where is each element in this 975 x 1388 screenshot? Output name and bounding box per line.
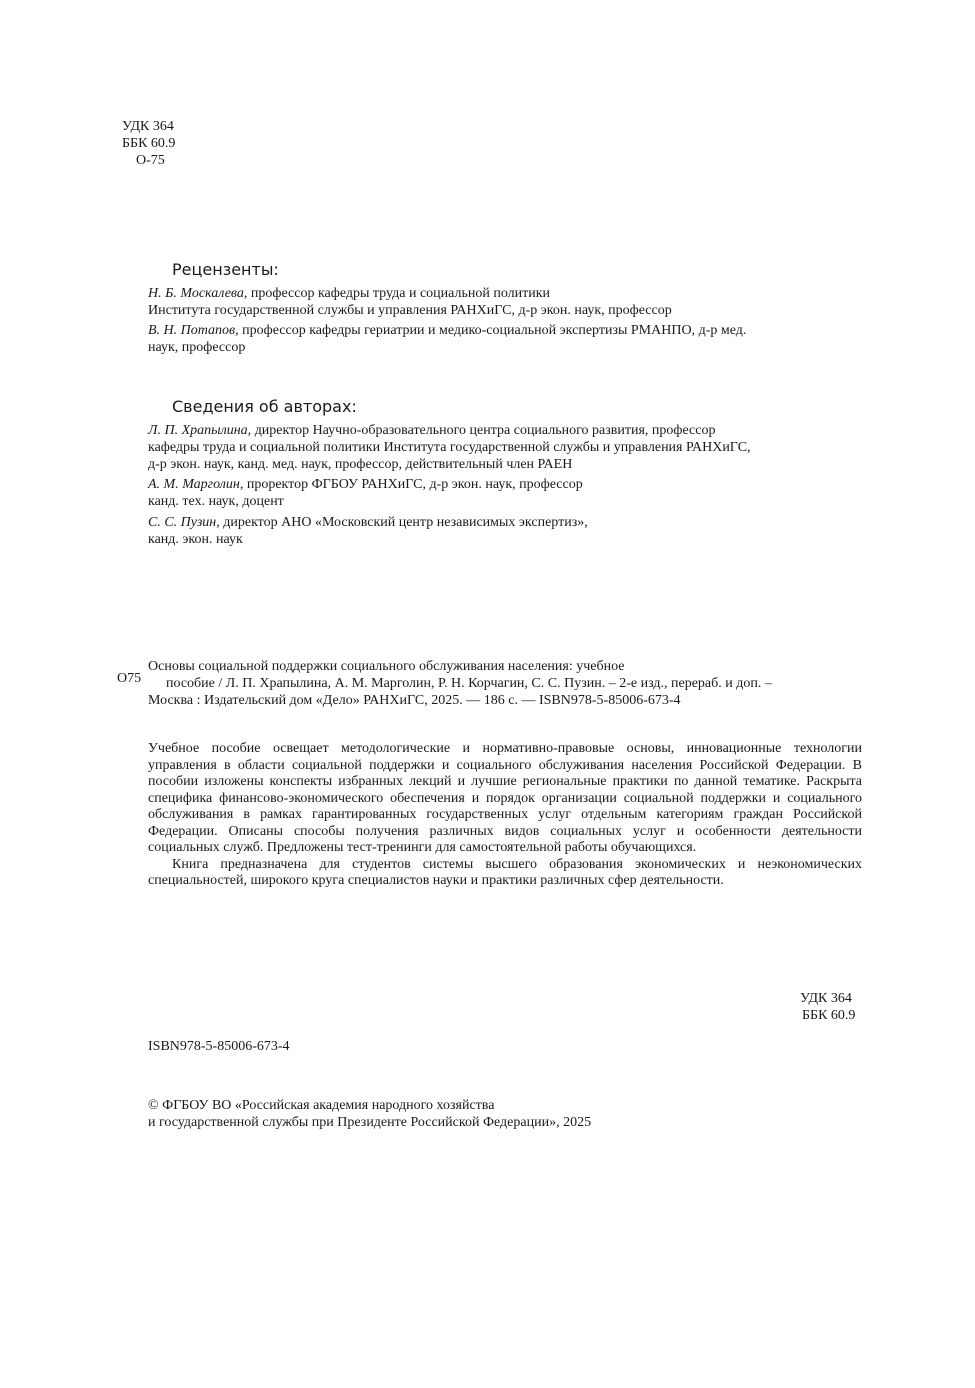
book-authors-edition: пособие / Л. П. Храпылина, А. М. Марголин, Р. Н. Корчагин, С. С. Пузин. – 2-е изд., перераб. и доп. – xyxy=(166,676,772,691)
author-entry xyxy=(148,514,848,548)
author-position: директор Научно-образовательного центра социального развития, профессор xyxy=(251,423,716,438)
book-publication: Москва : Издательский дом «Дело» РАНХиГС, 2025. — 186 с. — ISBN978-5-85006-673-4 xyxy=(148,693,681,708)
abstract-paragraph: Учебное пособие освещает методологические и нормативно-правовые основы, инновационные технологии управления в области социальной поддержки и социального обслуживания населения Российской Федерации. В пособии изложены конспекты избранных лекций и лучшие региональные практики по данной тематике. Раскрыта специфика финансово-экономического обеспечения и порядок организации социальной поддержки и социального обслуживания в рамках гарантированных государственных услуг отдельным категориям граждан Российской Федерации. Описаны способы получения различных видов социальных услуг и особенности деятельности социальных служб. Предложены тест-тренинги для самостоятельной работы обучающихся. xyxy=(148,741,862,855)
copyright-line: и государственной службы при Президенте Российской Федерации», 2025 xyxy=(148,1115,592,1130)
author-position-cont: кафедры труда и социальной политики Института государственной службы и управления РАНХиГС, xyxy=(148,440,751,455)
reviewer-position: профессор кафедры гериатрии и медико-социальной экспертизы РМАНПО, д-р мед. xyxy=(238,323,747,338)
bbk-code: ББК 60.9 xyxy=(802,1008,856,1023)
reviewers-heading: Рецензенты: xyxy=(172,260,279,279)
bbk-code: ББК 60.9 xyxy=(122,136,176,151)
reviewer-position: профессор кафедры труда и социальной политики xyxy=(247,286,551,301)
reviewer-entry xyxy=(148,322,848,356)
authors-heading: Сведения об авторах: xyxy=(172,397,357,416)
reviewer-name: В. Н. Потапов, xyxy=(148,323,239,338)
author-name: С. С. Пузин, xyxy=(148,515,220,530)
author-entry xyxy=(148,422,848,473)
udk-code: УДК 364 xyxy=(800,991,852,1006)
reviewer-entry xyxy=(148,285,848,319)
udk-code: УДК 364 xyxy=(122,119,174,134)
isbn: ISBN978-5-85006-673-4 xyxy=(148,1039,290,1054)
author-sign: О-75 xyxy=(136,153,165,168)
author-position: проректор ФГБОУ РАНХиГС, д-р экон. наук, профессор xyxy=(243,477,583,492)
book-title: Основы социальной поддержки социального обслуживания населения: учебное xyxy=(148,659,625,674)
classification-block-top xyxy=(122,118,175,169)
copyright-line: © ФГБОУ ВО «Российская академия народного хозяйства xyxy=(148,1098,495,1113)
reviewer-name: Н. Б. Москалева, xyxy=(148,286,248,301)
author-degrees: канд. экон. наук xyxy=(148,532,243,547)
reviewer-position-cont: наук, профессор xyxy=(148,340,246,355)
bibliographic-record xyxy=(148,658,862,709)
bibliographic-code: О75 xyxy=(117,671,142,686)
author-entry xyxy=(148,476,848,510)
copyright-notice xyxy=(148,1097,591,1131)
reviewer-position-cont: Института государственной службы и управления РАНХиГС, д-р экон. наук, профессор xyxy=(148,303,672,318)
author-degrees: д-р экон. наук, канд. мед. наук, профессор, действительный член РАЕН xyxy=(148,457,573,472)
abstract xyxy=(148,741,862,890)
author-name: Л. П. Храпылина, xyxy=(148,423,252,438)
classification-block-bottom xyxy=(800,990,855,1024)
author-degrees: канд. тех. наук, доцент xyxy=(148,494,284,509)
author-name: А. М. Марголин, xyxy=(148,477,244,492)
audience-paragraph: Книга предназначена для студентов системы высшего образования экономических и неэкономических специальностей, широкого круга специалистов науки и практики различных сфер деятельности. xyxy=(148,856,862,888)
author-position: директор АНО «Московский центр независимых экспертиз», xyxy=(219,515,588,530)
